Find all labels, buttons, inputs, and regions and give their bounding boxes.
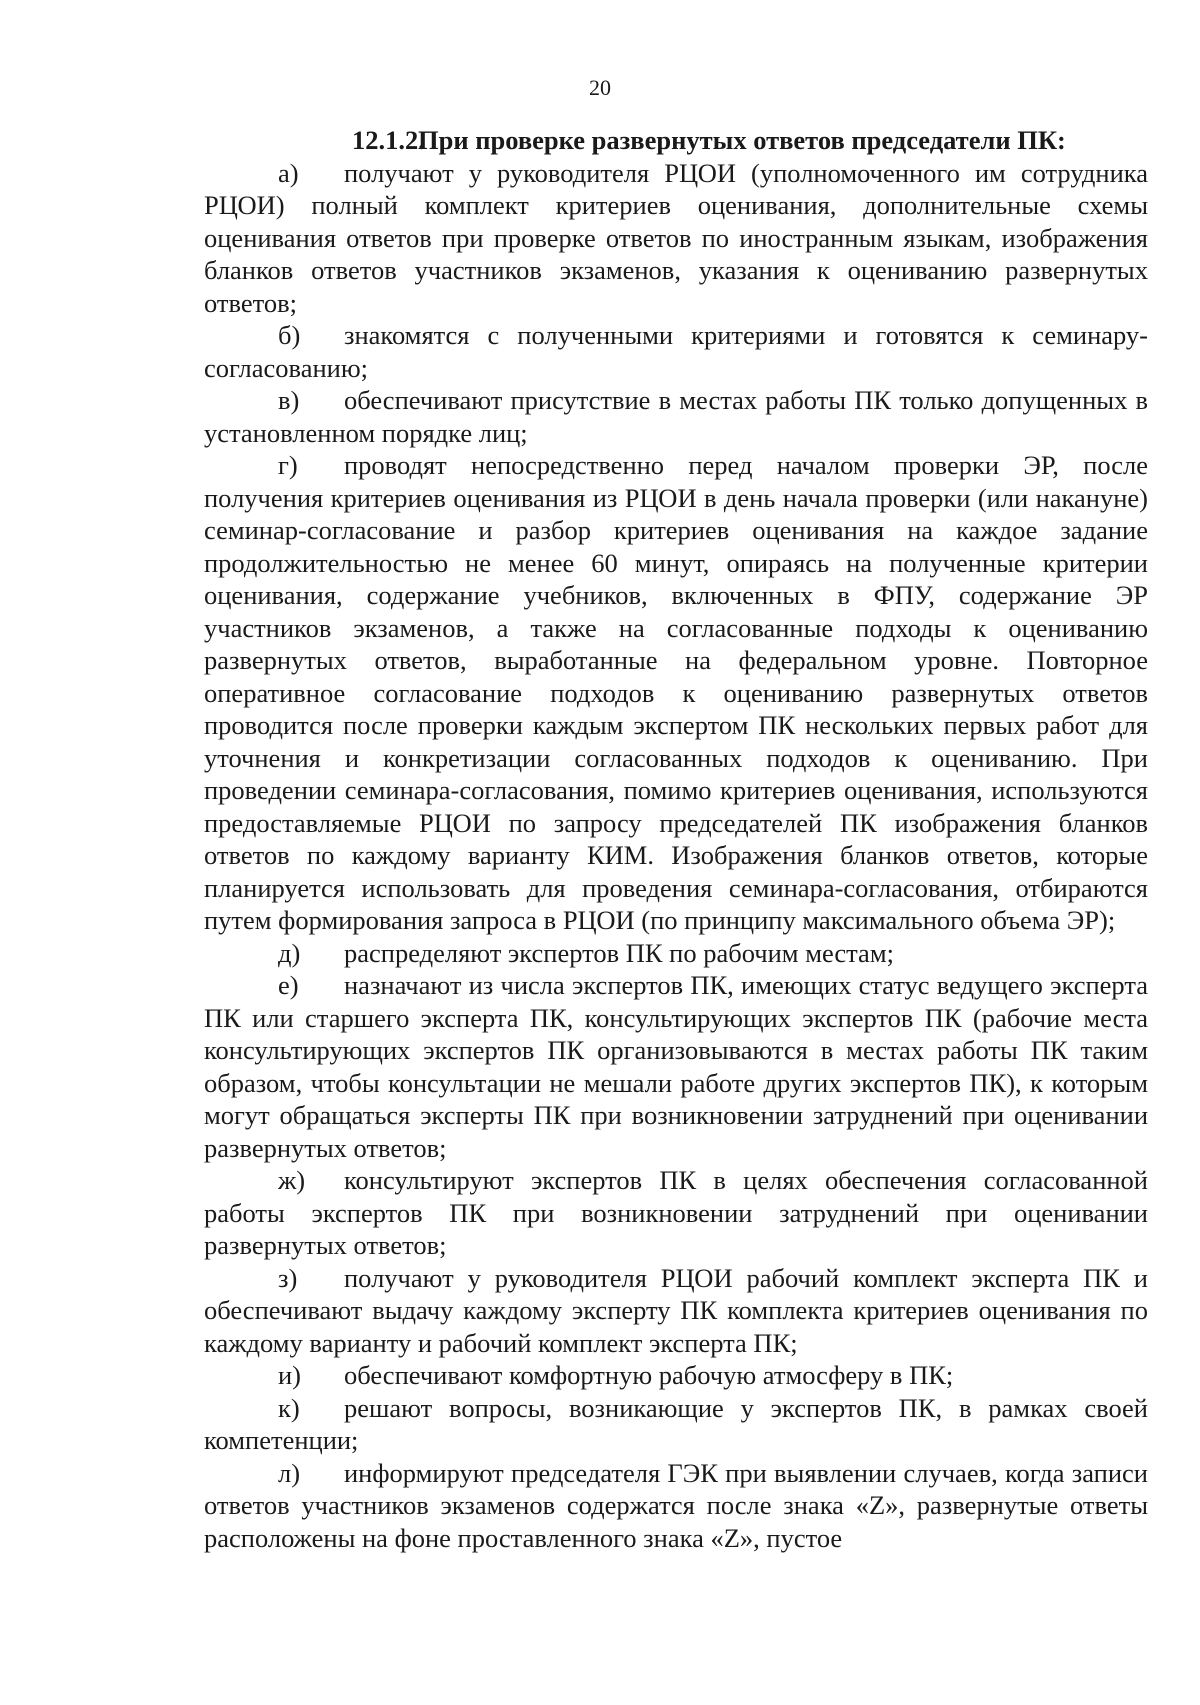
list-item-e xyxy=(204,969,1148,1164)
document-body xyxy=(204,124,1148,1554)
list-marker: к) xyxy=(278,1392,300,1423)
list-marker: л) xyxy=(278,1457,301,1488)
list-item-text: распределяют экспертов ПК по рабочим местам; xyxy=(344,937,894,968)
list-marker: е) xyxy=(278,970,299,1000)
list-item-text: назначают из числа экспертов ПК, имеющих статус ведущего эксперта ПК или старшего эксперта ПК, консультирующих экспертов ПК (рабочие места консультирующих экспертов ПК организовываются в местах работы ПК таким образом, чтобы консультации не мешали работе других экспертов ПК), к которым могут обращаться эксперты ПК при возникновении затруднений при оценивании развернутых ответов; xyxy=(204,970,1148,1163)
list-item-d xyxy=(204,937,1148,970)
list-marker: г) xyxy=(278,450,298,480)
list-item-text: обеспечивают комфортную рабочую атмосферу в ПК; xyxy=(344,1360,954,1390)
list-item-text: получают у руководителя РЦОИ рабочий комплект эксперта ПК и обеспечивают выдачу каждому эксперту ПК комплекта критериев оценивания по каждому варианту и рабочий комплект эксперта ПК; xyxy=(204,1262,1148,1358)
list-item-a xyxy=(204,157,1148,320)
list-item-g xyxy=(204,449,1148,937)
list-marker: д) xyxy=(278,937,301,968)
section-heading xyxy=(204,124,1148,157)
list-item-text: консультируют экспертов ПК в целях обеспечения согласованной работы экспертов ПК при возникновении затруднений при оценивании развернутых ответов; xyxy=(204,1165,1148,1260)
list-marker: з) xyxy=(278,1262,298,1293)
list-marker: а) xyxy=(278,157,299,188)
section-number: 12.1.2. xyxy=(352,125,425,155)
list-item-v xyxy=(204,384,1148,449)
list-item-text: информируют председателя ГЭК при выявлении случаев, когда записи ответов участников экзаменов содержатся после знака «Z», развернутые ответы расположены на фоне проставленного знака «Z», пустое xyxy=(204,1457,1148,1553)
list-item-text: решают вопросы, возникающие у экспертов ПК, в рамках своей компетенции; xyxy=(204,1392,1148,1455)
list-item-text: знакомятся с полученными критериями и готовятся к семинару-согласованию; xyxy=(204,320,1148,383)
list-marker: в) xyxy=(278,385,300,415)
list-marker: ж) xyxy=(278,1165,306,1195)
list-item-zh xyxy=(204,1164,1148,1262)
list-marker: и) xyxy=(278,1360,302,1390)
list-item-text: проводят непосредственно перед началом проверки ЭР, после получения критериев оценивания из РЦОИ в день начала проверки (или накануне) семинар-согласование и разбор критериев оценивания на каждое задание продолжительностью не менее 60 минут, опираясь на полученные критерии оценивания, содержание учебников, включенных в ФПУ, содержание ЭР участников экзаменов, а также на согласованные подходы к оцениванию развернутых ответов, выработанные на федеральном уровне. Повторное оперативное согласование подходов к оцениванию развернутых ответов проводится после проверки каждым экспертом ПК нескольких первых работ для уточнения и конкретизации согласованных подходов к оцениванию. При проведении семинара-согласования, помимо критериев оценивания, используются предоставляемые РЦОИ по запросу председателей ПК изображения бланков ответов по каждому варианту КИМ. Изображения бланков ответов, которые планируется использовать для проведения семинара-согласования, отбираются путем формирования запроса в РЦОИ (по принципу максимального объема ЭР); xyxy=(204,450,1148,935)
list-marker: б) xyxy=(278,320,301,350)
list-item-text: получают у руководителя РЦОИ (уполномоченного им сотрудника РЦОИ) полный комплект критериев оценивания, дополнительные схемы оценивания ответов при проверке ответов по иностранным языкам, изображения бланков ответов участников экзаменов, указания к оцениванию развернутых ответов; xyxy=(204,157,1148,318)
list-item-i xyxy=(204,1359,1148,1392)
list-item-z xyxy=(204,1262,1148,1360)
list-item-l xyxy=(204,1457,1148,1555)
list-item-b xyxy=(204,319,1148,384)
list-item-text: обеспечивают присутствие в местах работы ПК только допущенных в установленном порядке лиц; xyxy=(204,385,1148,448)
list-item-k xyxy=(204,1392,1148,1457)
section-title: При проверке развернутых ответов председатели ПК: xyxy=(418,125,1066,155)
page-number: 20 xyxy=(589,75,611,100)
